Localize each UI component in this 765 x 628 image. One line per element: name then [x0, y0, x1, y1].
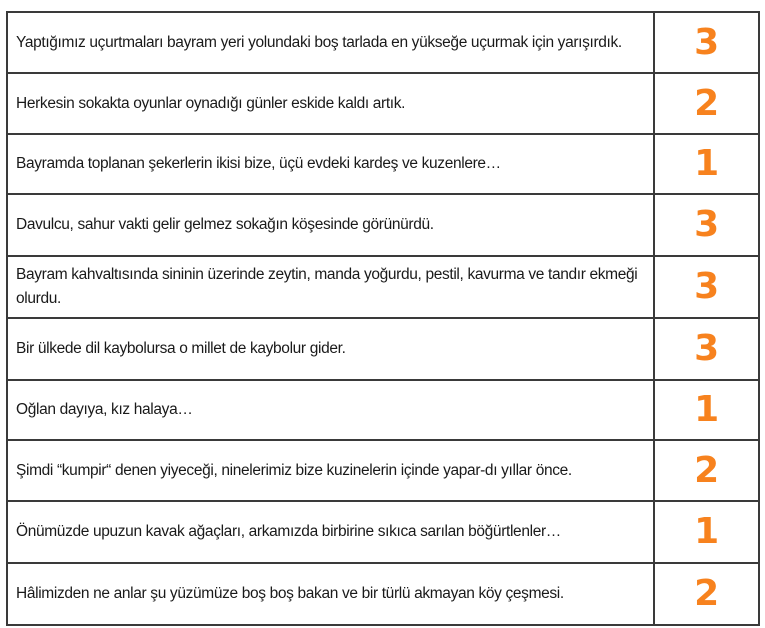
sentence-text: Bir ülkede dil kaybolursa o millet de kaybolur gider.: [7, 318, 654, 380]
table-row: [7, 318, 759, 380]
table-row: [7, 73, 759, 134]
sentence-text: Önümüzde upuzun kavak ağaçları, arkamızda birbirine sıkıca sarılan böğürtlenler…: [7, 501, 654, 563]
table-row: [7, 380, 759, 440]
answer-number: 3: [654, 194, 759, 256]
answer-number: 2: [654, 563, 759, 625]
answer-number: 2: [654, 440, 759, 501]
sentence-text: Hâlimizden ne anlar şu yüzümüze boş boş bakan ve bir türlü akmayan köy çeşmesi.: [7, 563, 654, 625]
answer-number: 1: [654, 134, 759, 194]
sentence-text: Bayram kahvaltısında sininin üzerinde zeytin, manda yoğurdu, pestil, kavurma ve tandır ekmeği olurdu.: [7, 256, 654, 318]
sentence-text: Oğlan dayıya, kız halaya…: [7, 380, 654, 440]
table-row: [7, 440, 759, 501]
answer-number: 3: [654, 12, 759, 73]
answer-number: 1: [654, 501, 759, 563]
sentence-text: Herkesin sokakta oyunlar oynadığı günler eskide kaldı artık.: [7, 73, 654, 134]
sentence-text: Bayramda toplanan şekerlerin ikisi bize, üçü evdeki kardeş ve kuzenlere…: [7, 134, 654, 194]
table-row: [7, 563, 759, 625]
table-row: [7, 256, 759, 318]
sentence-text: Yaptığımız uçurtmaları bayram yeri yolundaki boş tarlada en yükseğe uçurmak için yarışırdık.: [7, 12, 654, 73]
answer-number: 3: [654, 256, 759, 318]
answer-number: 3: [654, 318, 759, 380]
answer-number: 1: [654, 380, 759, 440]
answer-number: 2: [654, 73, 759, 134]
table-row: [7, 134, 759, 194]
table-row: [7, 194, 759, 256]
sentence-text: Şimdi “kumpir“ denen yiyeceği, ninelerimiz bize kuzinelerin içinde yapar-dı yıllar önce.: [7, 440, 654, 501]
table-row: [7, 12, 759, 73]
sentence-text: Davulcu, sahur vakti gelir gelmez sokağın köşesinde görünürdü.: [7, 194, 654, 256]
sentence-answer-table: [6, 11, 760, 626]
table-row: [7, 501, 759, 563]
